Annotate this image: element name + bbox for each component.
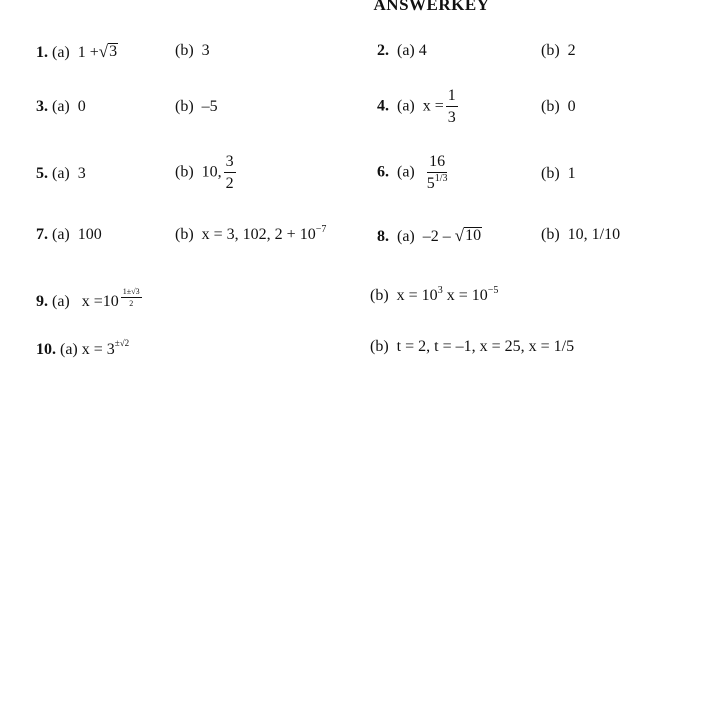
part-b-label: (b) xyxy=(370,287,389,304)
q3-part-a xyxy=(36,99,86,115)
exponent: −5 xyxy=(487,285,499,296)
q10-part-b xyxy=(370,339,574,355)
part-b-label: (b) xyxy=(175,42,194,59)
answer-text: –2 – xyxy=(422,228,451,245)
q5-part-b xyxy=(175,154,238,192)
part-a-label: (a) xyxy=(52,98,70,115)
answer-text: x = 10 xyxy=(446,287,488,304)
q4-part-b xyxy=(541,99,576,115)
part-a-label: (a) xyxy=(60,341,78,358)
q6-part-a xyxy=(377,154,452,192)
answer-text: 4 xyxy=(418,42,427,59)
answer-text: x = 10 xyxy=(396,287,438,304)
question-number: 10. xyxy=(36,341,56,358)
q4-part-a xyxy=(377,88,460,126)
question-number: 7. xyxy=(36,226,48,243)
answer-text: 0 xyxy=(77,98,86,115)
question-number: 2. xyxy=(377,42,389,59)
exponent-fraction xyxy=(121,288,142,308)
part-a-label: (a) xyxy=(397,42,415,59)
q2-part-a xyxy=(377,43,427,59)
answer-text: 10, xyxy=(201,163,222,181)
q1-part-a xyxy=(36,43,118,61)
answer-text: –5 xyxy=(201,98,218,115)
answer-text: x = xyxy=(422,97,444,115)
radicand: 3 xyxy=(109,43,118,60)
part-b-label: (b) xyxy=(175,98,194,115)
q6-part-b xyxy=(541,166,576,182)
numerator: 1±√3 xyxy=(122,287,140,296)
answer-text: x = 3, 102, 2 + 10 xyxy=(201,226,316,243)
part-b-label: (b) xyxy=(370,338,389,355)
question-number: 9. xyxy=(36,293,48,310)
q1-part-b xyxy=(175,43,210,59)
q5-part-a xyxy=(36,166,86,182)
page-title: ANSWERKEY xyxy=(373,0,490,14)
q8-part-b xyxy=(541,227,620,243)
fraction xyxy=(425,154,450,192)
denominator-base: 5 xyxy=(426,175,435,192)
radicand: 10 xyxy=(465,227,482,244)
answer-text: 10, 1/10 xyxy=(567,226,621,243)
answer-text: 0 xyxy=(567,98,576,115)
denominator: 2 xyxy=(225,175,234,192)
q8-part-a xyxy=(377,227,482,245)
part-a-label: (a) xyxy=(52,165,70,182)
question-number: 8. xyxy=(377,228,389,245)
part-a-label: (a) xyxy=(397,228,415,245)
exponent: 1/3 xyxy=(434,173,448,184)
part-b-label: (b) xyxy=(541,42,560,59)
part-b-label: (b) xyxy=(175,226,194,243)
part-b-label: (b) xyxy=(541,226,560,243)
answer-text: t = 2, t = –1, x = 25, x = 1/5 xyxy=(396,338,575,355)
numerator: 16 xyxy=(427,154,447,173)
sqrt-symbol: √ 10 xyxy=(454,226,482,245)
answer-text: 100 xyxy=(77,226,102,243)
answer-text: 3 xyxy=(77,165,86,182)
part-b-label: (b) xyxy=(541,165,560,182)
denominator: 3 xyxy=(447,109,456,126)
part-b-label: (b) xyxy=(175,163,194,181)
numerator: 1 xyxy=(446,88,458,107)
q9-part-a xyxy=(36,288,142,310)
question-number: 4. xyxy=(377,97,389,115)
q2-part-b xyxy=(541,43,576,59)
question-number: 6. xyxy=(377,163,389,181)
denominator: 2 xyxy=(129,299,134,308)
answer-text: x =10 xyxy=(81,293,119,310)
sqrt-symbol: √ 3 xyxy=(98,42,118,61)
numerator: 3 xyxy=(224,154,236,173)
q3-part-b xyxy=(175,99,218,115)
part-a-label: (a) xyxy=(397,97,415,115)
exponent: ±√2 xyxy=(114,338,130,348)
answer-text: 1 xyxy=(567,165,576,182)
part-a-label: (a) xyxy=(397,163,415,181)
question-number: 1. xyxy=(36,44,48,61)
question-number: 5. xyxy=(36,165,48,182)
exponent: −7 xyxy=(315,224,327,235)
q7-part-b xyxy=(175,224,327,243)
denominator xyxy=(425,173,450,192)
fraction xyxy=(224,154,236,192)
answer-text: 1 + xyxy=(77,44,99,61)
answer-text: 3 xyxy=(201,42,210,59)
question-number: 3. xyxy=(36,98,48,115)
part-a-label: (a) xyxy=(52,293,70,310)
q9-part-b xyxy=(370,285,499,304)
part-a-label: (a) xyxy=(52,44,70,61)
part-b-label: (b) xyxy=(541,98,560,115)
fraction xyxy=(446,88,458,126)
answer-text: x = 3 xyxy=(81,341,115,358)
answer-text: 2 xyxy=(567,42,576,59)
q7-part-a xyxy=(36,227,102,243)
exponent: 3 xyxy=(437,285,443,296)
q10-part-a xyxy=(36,339,129,358)
part-a-label: (a) xyxy=(52,226,70,243)
